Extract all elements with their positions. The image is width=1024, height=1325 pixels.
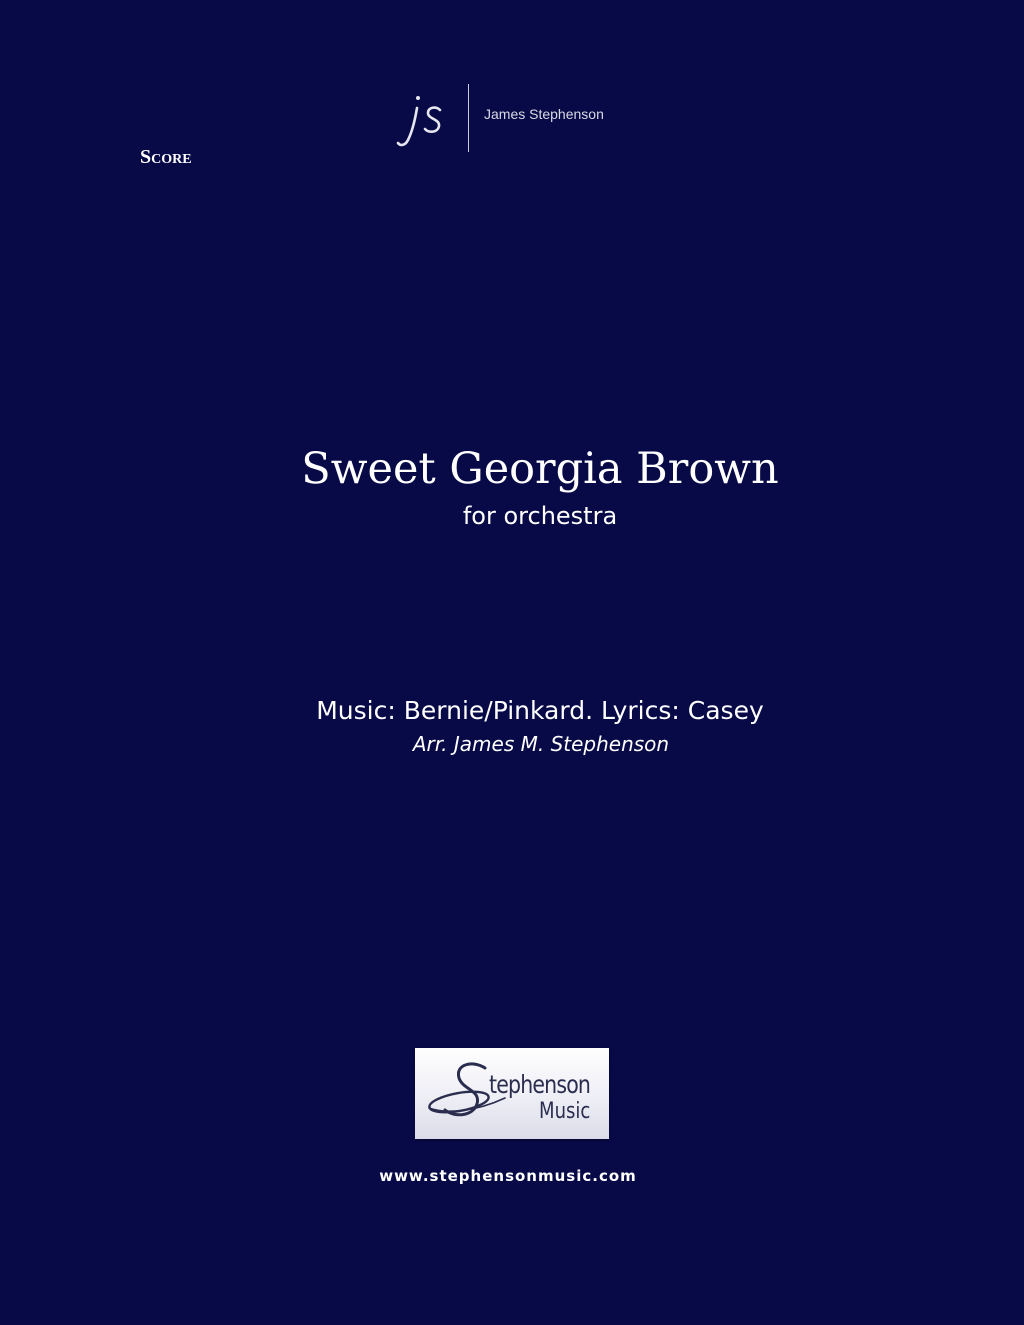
publisher-name-line1: tephenson: [489, 1070, 591, 1099]
js-monogram-icon: [394, 86, 460, 148]
arranger-credit: Arr. James M. Stephenson: [412, 732, 670, 756]
publisher-name-line2: Music: [539, 1099, 591, 1124]
publisher-website-link[interactable]: www.stephensonmusic.com: [379, 1167, 637, 1185]
logo-divider: [468, 84, 469, 152]
composer-name: James Stephenson: [484, 106, 604, 122]
composer-logo: [390, 82, 650, 154]
score-label: Score: [140, 146, 192, 168]
music-lyrics-credits: Music: Bernie/Pinkard. Lyrics: Casey: [316, 696, 764, 725]
instrumentation-subtitle: for orchestra: [462, 502, 618, 530]
piece-title: Sweet Georgia Brown: [301, 444, 779, 494]
publisher-logo: [415, 1048, 609, 1139]
